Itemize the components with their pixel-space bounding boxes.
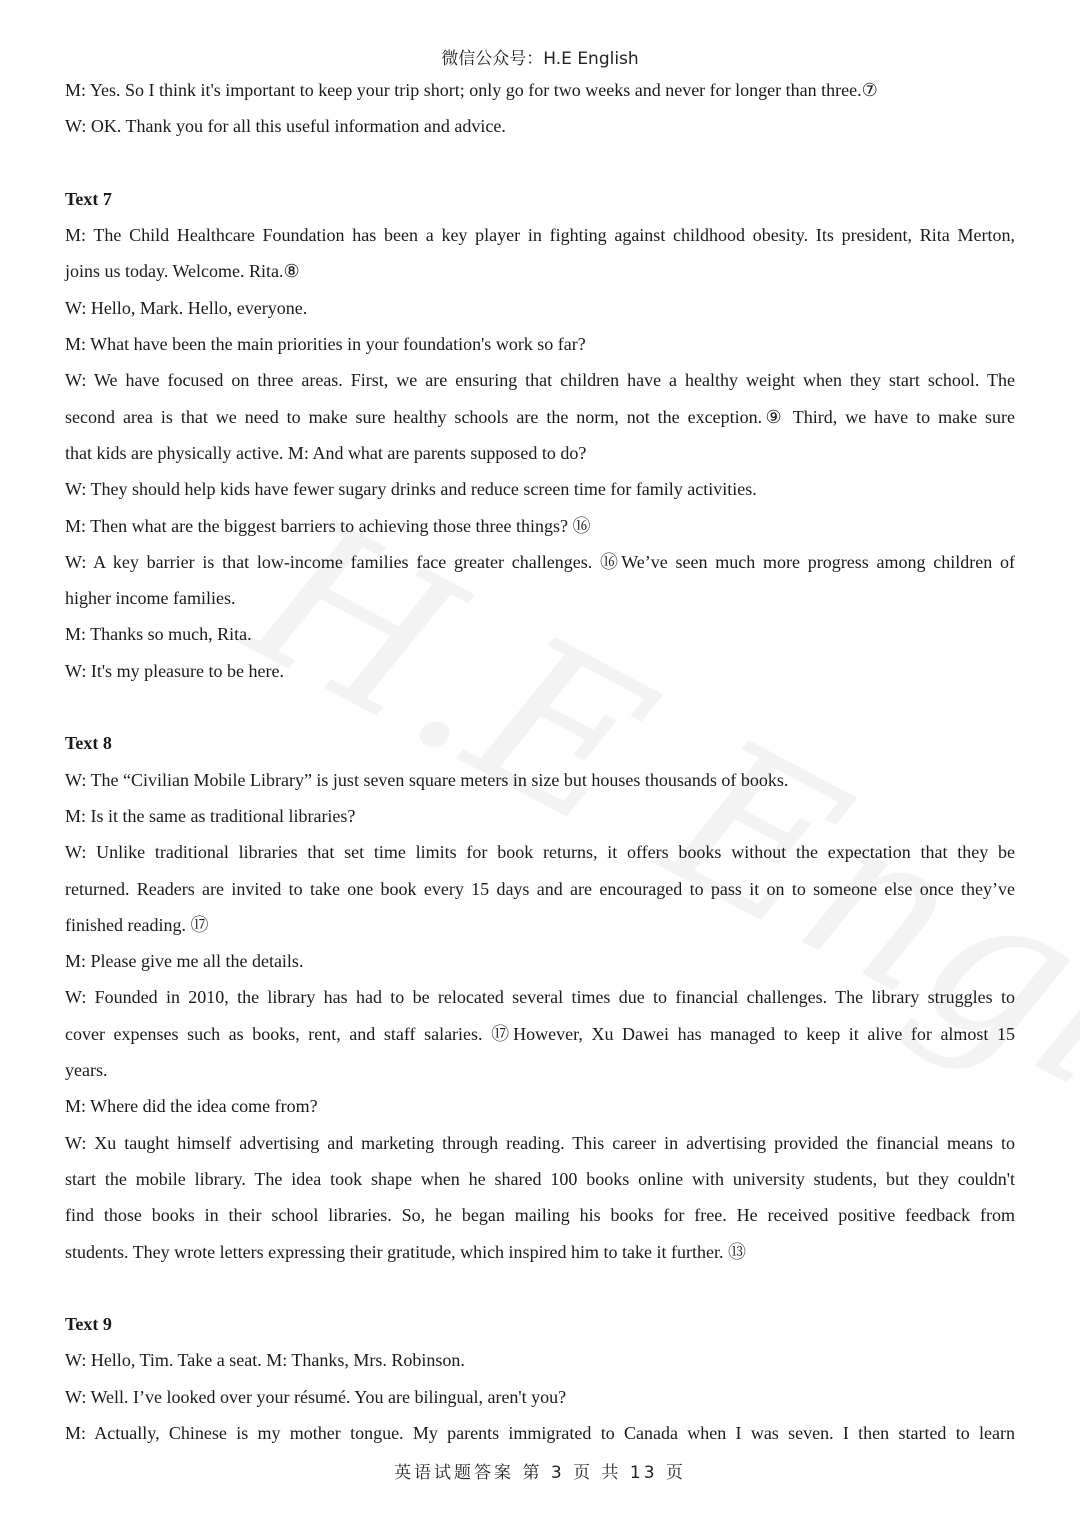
text-line: start the mobile library. The idea took shape when he shared 100 books online with university students, but they couldn't (65, 1168, 1015, 1189)
text-line: W: Xu taught himself advertising and marketing through reading. This career in advertising provided the financial means to (65, 1132, 1015, 1153)
page-header: 微信公众号：H.E English (441, 49, 639, 69)
section-heading-text-9: Text 9 (65, 1314, 112, 1335)
text-line: W: The “Civilian Mobile Library” is just seven square meters in size but houses thousands of books. (65, 769, 789, 790)
section-heading-text-8: Text 8 (65, 733, 112, 754)
text-line: W: We have focused on three areas. First, we are ensuring that children have a healthy weight when they start school. The (65, 370, 1015, 391)
section-heading-text-7: Text 7 (65, 188, 112, 209)
text-line: W: Hello, Tim. Take a seat. M: Thanks, Mrs. Robinson. (65, 1350, 465, 1371)
text-line: M: The Child Healthcare Foundation has been a key player in fighting against childhood obesity. Its president, Rita Merton, (65, 225, 1015, 246)
text-line: W: It's my pleasure to be here. (65, 660, 284, 681)
paragraph-gap (65, 1270, 1015, 1306)
text-line: W: Well. I’ve looked over your résumé. You are bilingual, aren't you? (65, 1386, 567, 1407)
text-line: cover expenses such as books, rent, and staff salaries. ⑰However, Xu Dawei has managed to keep it alive for almost 15 (65, 1023, 1015, 1044)
text-line: higher income families. (65, 588, 236, 609)
text-line: W: Hello, Mark. Hello, everyone. (65, 297, 308, 318)
text-line: W: A key barrier is that low-income families face greater challenges. ⑯We’ve seen much more progress among children of (65, 551, 1015, 572)
text-line: M: What have been the main priorities in your foundation's work so far? (65, 334, 586, 355)
text-line: W: Founded in 2010, the library has had to be relocated several times due to financial challenges. The library struggles to (65, 987, 1015, 1008)
text-line: years. (65, 1060, 108, 1081)
text-line: M: Yes. So I think it's important to keep your trip short; only go for two weeks and never for longer than three.⑦ (65, 80, 878, 100)
text-line: M: Where did the idea come from? (65, 1096, 318, 1117)
text-line: W: Unlike traditional libraries that set time limits for book returns, it offers books without the expectation that they be (65, 842, 1015, 863)
page-footer: 英语试题答案 第 3 页 共 13 页 (394, 1463, 686, 1483)
text-line: finished reading. ⑰ (65, 914, 209, 935)
paragraph-gap (65, 689, 1015, 725)
text-line: students. They wrote letters expressing their gratitude, which inspired him to take it further. ⑬ (65, 1241, 747, 1262)
paragraph-gap (65, 145, 1015, 181)
text-line: M: Then what are the biggest barriers to achieving those three things? ⑯ (65, 515, 591, 536)
text-line: W: OK. Thank you for all this useful information and advice. (65, 116, 506, 137)
text-line: M: Thanks so much, Rita. (65, 624, 252, 645)
document-body (65, 72, 1015, 1451)
text-line: M: Is it the same as traditional libraries? (65, 805, 356, 826)
text-line: that kids are physically active. M: And what are parents supposed to do? (65, 442, 587, 463)
text-line: W: They should help kids have fewer sugary drinks and reduce screen time for family activities. (65, 479, 757, 500)
text-line: joins us today. Welcome. Rita.⑧ (65, 261, 300, 282)
text-line: M: Actually, Chinese is my mother tongue. My parents immigrated to Canada when I was seven. I then started to learn (65, 1422, 1015, 1443)
text-line: second area is that we need to make sure healthy schools are the norm, not the exception.⑨ Third, we have to make sure (65, 406, 1015, 427)
text-line: M: Please give me all the details. (65, 951, 304, 972)
text-line: find those books in their school libraries. So, he began mailing his books for free. He received positive feedback from (65, 1205, 1015, 1226)
text-line: returned. Readers are invited to take one book every 15 days and are encouraged to pass it on to someone else once they’ve (65, 878, 1015, 899)
